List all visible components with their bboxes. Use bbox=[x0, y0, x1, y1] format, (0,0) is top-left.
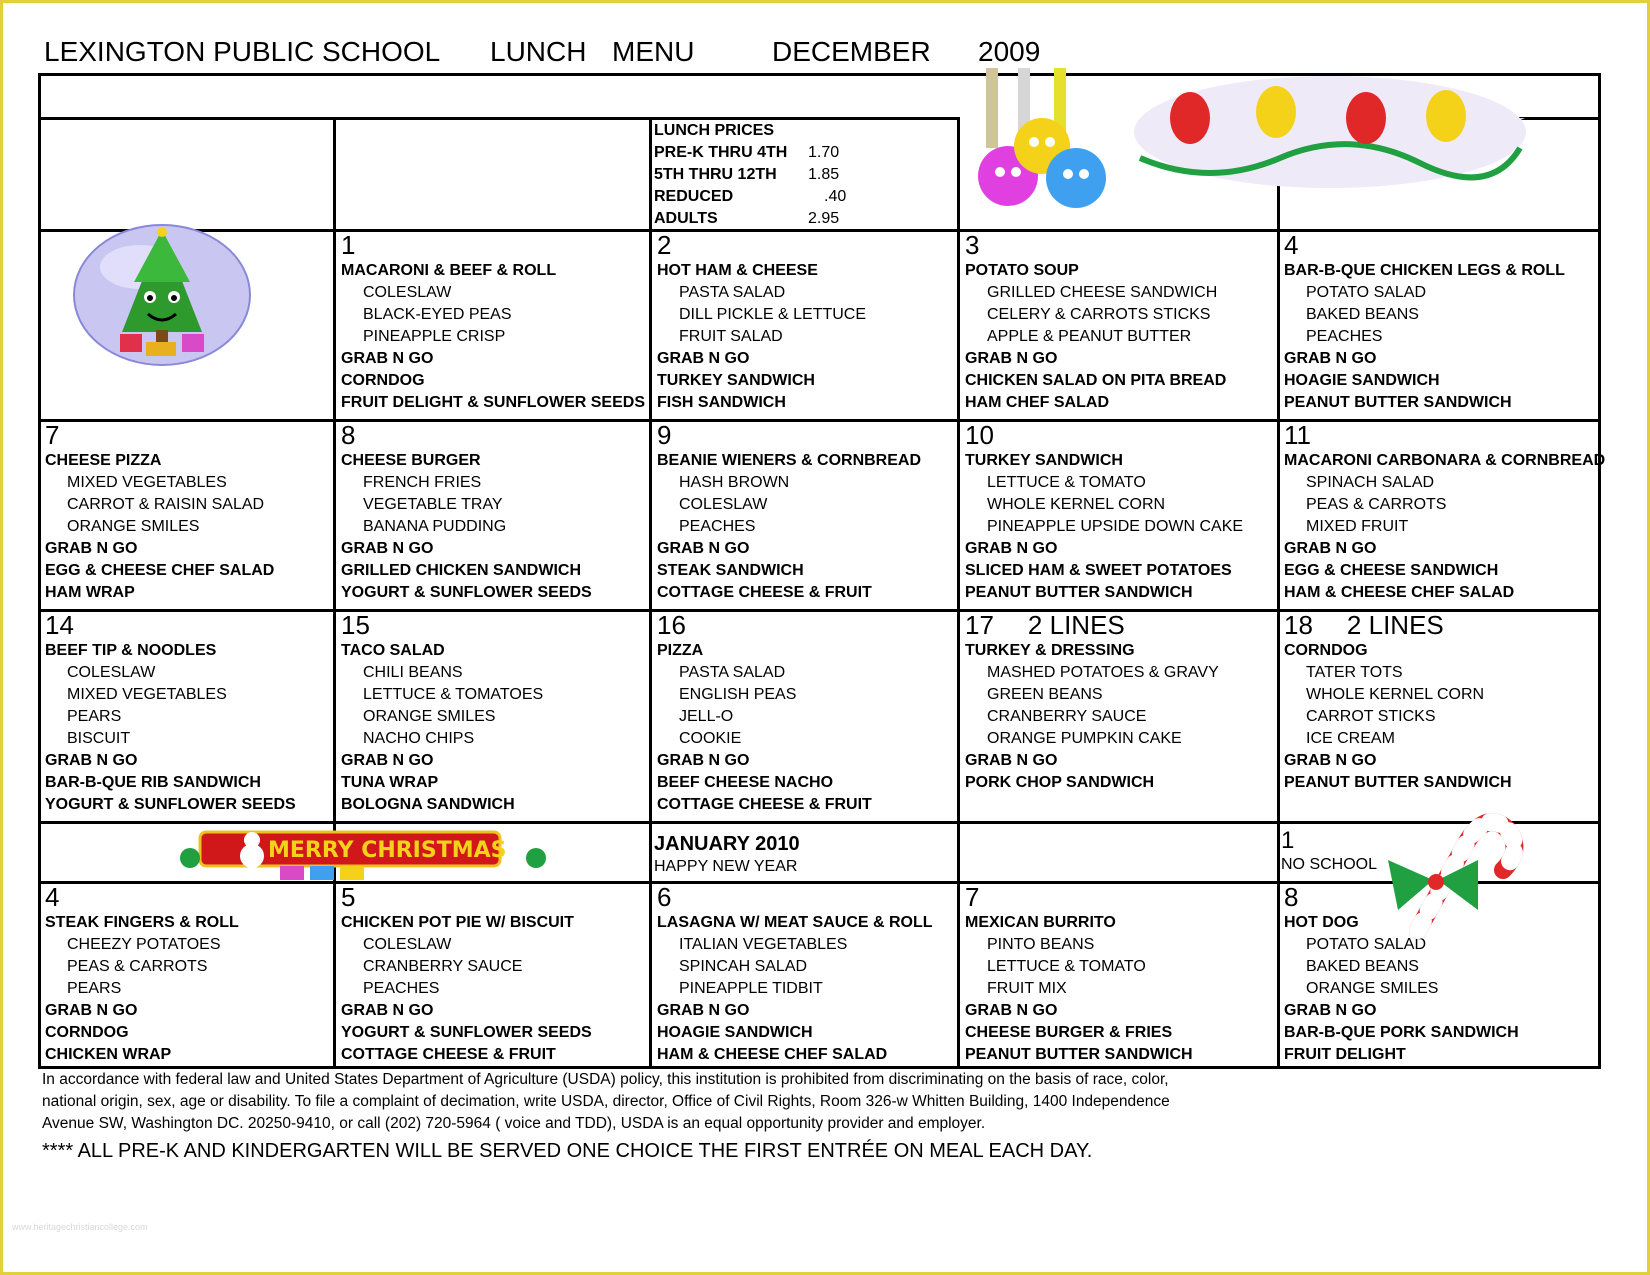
side-item: ORANGE SMILES bbox=[363, 708, 496, 725]
side-item: PINEAPPLE TIDBIT bbox=[679, 980, 823, 997]
side-item: ORANGE SMILES bbox=[67, 518, 200, 535]
day-cell bbox=[962, 610, 1219, 794]
day-number: 9 bbox=[657, 420, 672, 450]
no-school-text: NO SCHOOL bbox=[1281, 856, 1378, 873]
day-cell bbox=[42, 882, 239, 1066]
side-item: VEGETABLE TRAY bbox=[363, 496, 503, 513]
grab-n-go-label: GRAB N GO bbox=[1284, 540, 1377, 557]
no-school-number: 1 bbox=[1281, 827, 1295, 854]
main-entree: TACO SALAD bbox=[341, 642, 445, 659]
side-item: GRILLED CHEESE SANDWICH bbox=[987, 284, 1218, 301]
alternate-item: COTTAGE CHEESE & FRUIT bbox=[341, 1046, 556, 1063]
side-item: MIXED VEGETABLES bbox=[67, 686, 227, 703]
alternate-item: PEANUT BUTTER SANDWICH bbox=[1284, 394, 1512, 411]
alternate-item: FRUIT DELIGHT bbox=[1284, 1046, 1406, 1063]
grab-n-go-label: GRAB N GO bbox=[657, 752, 750, 769]
alternate-item: BAR-B-QUE RIB SANDWICH bbox=[45, 774, 261, 791]
day-number: 18 2 LINES bbox=[1284, 610, 1444, 640]
main-entree: HOT DOG bbox=[1284, 914, 1359, 931]
alternate-item: SLICED HAM & SWEET POTATOES bbox=[965, 562, 1232, 579]
main-entree: POTATO SOUP bbox=[965, 262, 1079, 279]
main-entree: BEANIE WIENERS & CORNBREAD bbox=[657, 452, 922, 469]
side-item: ORANGE SMILES bbox=[1306, 980, 1439, 997]
side-item: CELERY & CARROTS STICKS bbox=[987, 306, 1211, 323]
day-number: 17 2 LINES bbox=[965, 610, 1125, 640]
side-item: SPINCAH SALAD bbox=[679, 958, 808, 975]
grab-n-go-label: GRAB N GO bbox=[1284, 752, 1377, 769]
price-row: PRE-K THRU 4TH 1.70 bbox=[654, 144, 840, 161]
christmas-lights-icon bbox=[1130, 68, 1530, 196]
grid-line bbox=[649, 117, 652, 1069]
title-school: LEXINGTON PUBLIC SCHOOL bbox=[44, 36, 441, 67]
side-item: COLESLAW bbox=[679, 496, 768, 513]
side-item: PASTA SALAD bbox=[679, 664, 786, 681]
side-item: ORANGE PUMPKIN CAKE bbox=[987, 730, 1182, 747]
alternate-item: HAM WRAP bbox=[45, 584, 135, 601]
day-number: 3 bbox=[965, 230, 980, 260]
side-item: PEAS & CARROTS bbox=[1306, 496, 1447, 513]
alternate-item: GRILLED CHICKEN SANDWICH bbox=[341, 562, 581, 579]
footer-line: Avenue SW, Washington DC. 20250-9410, or call (202) 720-5964 ( voice and TDD), USDA is an equal opportunity provider and employer. bbox=[42, 1115, 986, 1132]
title-lunch: LUNCH bbox=[490, 36, 587, 67]
day-cell bbox=[338, 230, 645, 414]
main-entree: CHEESE PIZZA bbox=[45, 452, 162, 469]
side-item: BAKED BEANS bbox=[1306, 306, 1419, 323]
alternate-item: YOGURT & SUNFLOWER SEEDS bbox=[341, 584, 592, 601]
footer-notice bbox=[42, 1069, 1542, 1165]
alternate-item: STEAK SANDWICH bbox=[657, 562, 804, 579]
side-item: BLACK-EYED PEAS bbox=[363, 306, 512, 323]
day-cell bbox=[1281, 420, 1605, 604]
main-entree: HOT HAM & CHEESE bbox=[657, 262, 818, 279]
side-item: COLESLAW bbox=[67, 664, 156, 681]
side-item: ENGLISH PEAS bbox=[679, 686, 797, 703]
day-cell bbox=[654, 420, 921, 604]
side-item: PEACHES bbox=[679, 518, 756, 535]
side-item: WHOLE KERNEL CORN bbox=[1306, 686, 1485, 703]
main-entree: MEXICAN BURRITO bbox=[965, 914, 1116, 931]
day-number: 6 bbox=[657, 882, 672, 912]
side-item: FRENCH FRIES bbox=[363, 474, 482, 491]
side-item: FRUIT SALAD bbox=[679, 328, 783, 345]
day-cell bbox=[338, 882, 592, 1066]
main-entree: TURKEY SANDWICH bbox=[965, 452, 1123, 469]
day-number: 10 bbox=[965, 420, 994, 450]
side-item: FRUIT MIX bbox=[987, 980, 1067, 997]
january-note bbox=[654, 830, 800, 876]
title-menu: MENU bbox=[612, 36, 695, 67]
side-item: PEAS & CARROTS bbox=[67, 958, 208, 975]
side-item: HASH BROWN bbox=[679, 474, 790, 491]
side-item: PEACHES bbox=[1306, 328, 1383, 345]
grab-n-go-label: GRAB N GO bbox=[341, 540, 434, 557]
day-cell bbox=[962, 420, 1243, 604]
january-heading: JANUARY 2010 bbox=[654, 833, 800, 855]
side-item: APPLE & PEANUT BUTTER bbox=[987, 328, 1192, 345]
side-item: GREEN BEANS bbox=[987, 686, 1103, 703]
side-item: CRANBERRY SAUCE bbox=[363, 958, 523, 975]
grab-n-go-label: GRAB N GO bbox=[965, 540, 1058, 557]
alternate-item: FISH SANDWICH bbox=[657, 394, 786, 411]
alternate-item: CORNDOG bbox=[45, 1024, 129, 1041]
day-number: 14 bbox=[45, 610, 74, 640]
side-item: PINEAPPLE CRISP bbox=[363, 328, 506, 345]
day-number: 4 bbox=[45, 882, 60, 912]
alternate-item: CORNDOG bbox=[341, 372, 425, 389]
grid-line bbox=[38, 821, 1601, 824]
alternate-item: COTTAGE CHEESE & FRUIT bbox=[657, 584, 872, 601]
day-number: 7 bbox=[45, 420, 60, 450]
grab-n-go-label: GRAB N GO bbox=[341, 752, 434, 769]
day-cell bbox=[654, 610, 872, 816]
grab-n-go-label: GRAB N GO bbox=[657, 1002, 750, 1019]
day-number: 8 bbox=[1284, 882, 1299, 912]
alternate-item: BAR-B-QUE PORK SANDWICH bbox=[1284, 1024, 1519, 1041]
grab-n-go-label: GRAB N GO bbox=[1284, 350, 1377, 367]
alternate-item: EGG & CHEESE SANDWICH bbox=[1284, 562, 1499, 579]
side-item: LETTUCE & TOMATOES bbox=[363, 686, 544, 703]
grab-n-go-label: GRAB N GO bbox=[1284, 1002, 1377, 1019]
grab-n-go-label: GRAB N GO bbox=[657, 350, 750, 367]
grid-line bbox=[957, 117, 960, 1069]
alternate-item: HOAGIE SANDWICH bbox=[1284, 372, 1440, 389]
alternate-item: COTTAGE CHEESE & FRUIT bbox=[657, 796, 872, 813]
main-entree: STEAK FINGERS & ROLL bbox=[45, 914, 239, 931]
alternate-item: TURKEY SANDWICH bbox=[657, 372, 815, 389]
alternate-item: PORK CHOP SANDWICH bbox=[965, 774, 1155, 791]
side-item: BISCUIT bbox=[67, 730, 131, 747]
side-item: ITALIAN VEGETABLES bbox=[679, 936, 848, 953]
grab-n-go-label: GRAB N GO bbox=[45, 540, 138, 557]
day-note: 2 LINES bbox=[1346, 610, 1444, 640]
side-item: PEARS bbox=[67, 708, 122, 725]
alternate-item: CHICKEN WRAP bbox=[45, 1046, 172, 1063]
alternate-item: PEANUT BUTTER SANDWICH bbox=[965, 1046, 1193, 1063]
side-item: MASHED POTATOES & GRAVY bbox=[987, 664, 1219, 681]
day-number: 7 bbox=[965, 882, 980, 912]
main-entree: TURKEY & DRESSING bbox=[965, 642, 1135, 659]
main-entree: MACARONI CARBONARA & CORNBREAD bbox=[1284, 452, 1606, 469]
side-item: JELL-O bbox=[679, 708, 734, 725]
day-number: 16 bbox=[657, 610, 686, 640]
day-cell bbox=[654, 230, 866, 414]
side-item: TATER TOTS bbox=[1306, 664, 1403, 681]
day-note: 2 LINES bbox=[1027, 610, 1125, 640]
price-row: 5TH THRU 12TH 1.85 bbox=[654, 166, 840, 183]
alternate-item: FRUIT DELIGHT & SUNFLOWER SEEDS bbox=[341, 394, 645, 411]
day-number: 1 bbox=[341, 230, 356, 260]
side-item: CHEEZY POTATOES bbox=[67, 936, 221, 953]
title-month: DECEMBER bbox=[772, 36, 931, 67]
footer-line: In accordance with federal law and United States Department of Agriculture (USDA) policy, this institution is prohibited from discriminating on the basis of race, color, bbox=[42, 1071, 1169, 1088]
side-item: SPINACH SALAD bbox=[1306, 474, 1435, 491]
main-entree: MACARONI & BEEF & ROLL bbox=[341, 262, 557, 279]
alternate-item: HAM CHEF SALAD bbox=[965, 394, 1109, 411]
day-cell bbox=[42, 610, 296, 816]
side-item: PASTA SALAD bbox=[679, 284, 786, 301]
day-cell bbox=[962, 882, 1193, 1066]
grab-n-go-label: GRAB N GO bbox=[965, 752, 1058, 769]
lunch-prices bbox=[654, 120, 954, 230]
side-item: MIXED VEGETABLES bbox=[67, 474, 227, 491]
banner-text: MERRY CHRISTMAS bbox=[268, 838, 507, 863]
side-item: BANANA PUDDING bbox=[363, 518, 507, 535]
alternate-item: EGG & CHEESE CHEF SALAD bbox=[45, 562, 275, 579]
day-number: 11 bbox=[1284, 420, 1311, 450]
grid-line bbox=[333, 117, 336, 1069]
side-item: CARROT & RAISIN SALAD bbox=[67, 496, 265, 513]
alternate-item: YOGURT & SUNFLOWER SEEDS bbox=[341, 1024, 592, 1041]
side-item: LETTUCE & TOMATO bbox=[987, 958, 1146, 975]
alternate-item: PEANUT BUTTER SANDWICH bbox=[965, 584, 1193, 601]
candy-cane-icon bbox=[1378, 800, 1528, 940]
side-item: COLESLAW bbox=[363, 284, 452, 301]
watermark: www.heritagechristiancollege.com bbox=[12, 1222, 148, 1232]
side-item: LETTUCE & TOMATO bbox=[987, 474, 1146, 491]
side-item: CARROT STICKS bbox=[1306, 708, 1436, 725]
alternate-item: HAM & CHEESE CHEF SALAD bbox=[657, 1046, 888, 1063]
side-item: COLESLAW bbox=[363, 936, 452, 953]
alternate-item: TUNA WRAP bbox=[341, 774, 439, 791]
ornament-characters-icon bbox=[976, 68, 1126, 208]
day-number: 5 bbox=[341, 882, 356, 912]
side-item: PEACHES bbox=[363, 980, 440, 997]
grid-line bbox=[1277, 117, 1280, 1069]
day-cell bbox=[1281, 610, 1512, 794]
day-number: 8 bbox=[341, 420, 356, 450]
grab-n-go-label: GRAB N GO bbox=[45, 1002, 138, 1019]
side-item: ICE CREAM bbox=[1306, 730, 1395, 747]
grab-n-go-label: GRAB N GO bbox=[45, 752, 138, 769]
title-year: 2009 bbox=[978, 36, 1041, 67]
day-cell bbox=[962, 230, 1226, 414]
side-item: COOKIE bbox=[679, 730, 742, 747]
side-item: MIXED FRUIT bbox=[1306, 518, 1409, 535]
side-item: DILL PICKLE & LETTUCE bbox=[679, 306, 867, 323]
alternate-item: BEEF CHEESE NACHO bbox=[657, 774, 834, 791]
side-item: NACHO CHIPS bbox=[363, 730, 475, 747]
price-row: REDUCED .40 bbox=[654, 188, 847, 205]
kindergarten-note: **** ALL PRE-K AND KINDERGARTEN WILL BE SERVED ONE CHOICE THE FIRST ENTRÉE ON MEAL EACH DAY. bbox=[42, 1140, 1093, 1162]
day-cell bbox=[1281, 230, 1565, 414]
side-item: POTATO SALAD bbox=[1306, 284, 1427, 301]
day-cell bbox=[42, 420, 274, 604]
christmas-tree-globe-icon bbox=[70, 222, 254, 368]
day-cell bbox=[338, 610, 543, 816]
footer-line: national origin, sex, age or disability. To file a complaint of decimation, write USDA, director, Office of Civil Rights, Room 326-w Whitten Building, 1400 Independence bbox=[42, 1093, 1170, 1110]
grab-n-go-label: GRAB N GO bbox=[965, 350, 1058, 367]
grab-n-go-label: GRAB N GO bbox=[965, 1002, 1058, 1019]
side-item: CHILI BEANS bbox=[363, 664, 463, 681]
main-entree: BEEF TIP & NOODLES bbox=[45, 642, 217, 659]
day-number: 15 bbox=[341, 610, 370, 640]
prices-heading: LUNCH PRICES bbox=[654, 122, 775, 139]
main-entree: CHICKEN POT PIE W/ BISCUIT bbox=[341, 914, 574, 931]
day-cell bbox=[654, 882, 933, 1066]
side-item: PINEAPPLE UPSIDE DOWN CAKE bbox=[987, 518, 1244, 535]
day-cell bbox=[338, 420, 592, 604]
main-entree: CORNDOG bbox=[1284, 642, 1368, 659]
merry-christmas-banner-icon bbox=[180, 828, 546, 882]
alternate-item: YOGURT & SUNFLOWER SEEDS bbox=[45, 796, 296, 813]
grab-n-go-label: GRAB N GO bbox=[657, 540, 750, 557]
day-number: 2 bbox=[657, 230, 672, 260]
side-item: PINTO BEANS bbox=[987, 936, 1095, 953]
january-text: HAPPY NEW YEAR bbox=[654, 858, 798, 875]
alternate-item: CHICKEN SALAD ON PITA BREAD bbox=[965, 372, 1227, 389]
main-entree: LASAGNA W/ MEAT SAUCE & ROLL bbox=[657, 914, 933, 931]
price-row: ADULTS 2.95 bbox=[654, 210, 840, 227]
alternate-item: HAM & CHEESE CHEF SALAD bbox=[1284, 584, 1515, 601]
alternate-item: BOLOGNA SANDWICH bbox=[341, 796, 515, 813]
grab-n-go-label: GRAB N GO bbox=[341, 350, 434, 367]
alternate-item: PEANUT BUTTER SANDWICH bbox=[1284, 774, 1512, 791]
side-item: POTATO SALAD bbox=[1306, 936, 1427, 953]
main-entree: BAR-B-QUE CHICKEN LEGS & ROLL bbox=[1284, 262, 1565, 279]
side-item: WHOLE KERNEL CORN bbox=[987, 496, 1166, 513]
alternate-item: HOAGIE SANDWICH bbox=[657, 1024, 813, 1041]
main-entree: PIZZA bbox=[657, 642, 704, 659]
grab-n-go-label: GRAB N GO bbox=[341, 1002, 434, 1019]
day-number: 4 bbox=[1284, 230, 1299, 260]
side-item: CRANBERRY SAUCE bbox=[987, 708, 1147, 725]
no-school-note bbox=[1281, 826, 1377, 874]
side-item: PEARS bbox=[67, 980, 122, 997]
side-item: BAKED BEANS bbox=[1306, 958, 1419, 975]
alternate-item: CHEESE BURGER & FRIES bbox=[965, 1024, 1173, 1041]
main-entree: CHEESE BURGER bbox=[341, 452, 481, 469]
